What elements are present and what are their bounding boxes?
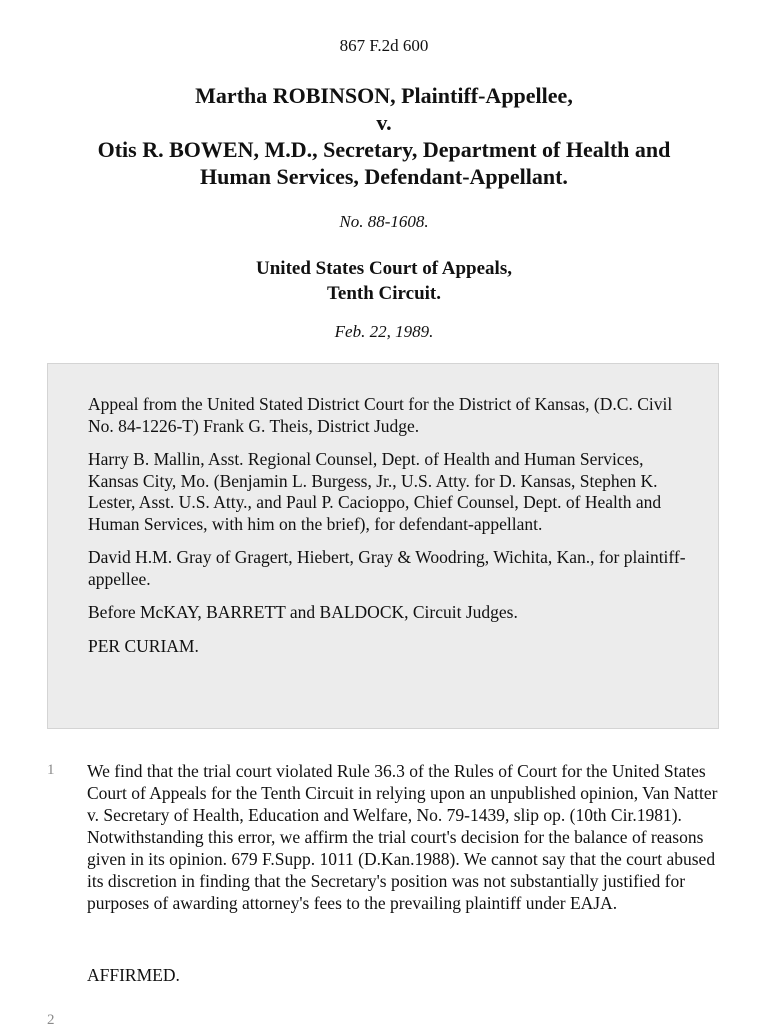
opinion-paragraph-1-text: We find that the trial court violated Rule 36.3 of the Rules of Court for the United States Court of Appeals for the Tenth Circuit in relying upon an unpublished opinion, Van Natter v. Secretary of Health, Education and Welfare, No. 79-1439, slip op. (10th Cir.1981). Notwithstanding this error, we affirm the trial court's decision for the balance of reasons given in its opinion. 679 F.Supp. 1011 (D.Kan.1988). We cannot say that the court abused its discretion in finding that the Secretary's position was not substantially justified for purposes of awarding attorney's fees to the prevailing plaintiff under EAJA. <box>87 761 718 913</box>
panel-text: Before McKAY, BARRETT and BALDOCK, Circuit Judges. <box>88 602 518 622</box>
decision-date: Feb. 22, 1989. <box>334 322 434 341</box>
opinion-paragraph-2-text: AFFIRMED. <box>87 965 180 985</box>
appeal-from-text: Appeal from the United Stated District Court for the District of Kansas, (D.C. Civil No. 84-1226-T) Frank G. Theis, District Judge. <box>88 394 673 436</box>
docket-number: No. 88-1608. <box>339 212 429 231</box>
court-name-line1: United States Court of Appeals, <box>256 258 512 279</box>
caption-defendant-line1: Otis R. BOWEN, M.D., Secretary, Department of Health and <box>97 137 671 162</box>
case-summary-box <box>47 363 719 729</box>
case-caption <box>40 82 728 190</box>
caption-plaintiff: Martha ROBINSON, Plaintiff-Appellee, <box>195 83 573 108</box>
opinion-paragraph-1 <box>87 760 727 914</box>
court-name-line2: Tenth Circuit. <box>326 283 442 304</box>
paragraph-number-1: 1 <box>47 762 55 778</box>
caption-versus: v. <box>376 110 392 135</box>
paragraph-number-2: 2 <box>47 1012 55 1028</box>
appellee-counsel-text: David H.M. Gray of Gragert, Hiebert, Gray & Woodring, Wichita, Kan., for plaintiff-appellee. <box>88 547 686 589</box>
appellant-counsel-text: Harry B. Mallin, Asst. Regional Counsel, Dept. of Health and Human Services, Kansas City, Mo. (Benjamin L. Burgess, Jr., U.S. Atty. for D. Kansas, Stephen K. Lester, Asst. U.S. Atty., and Paul P. Cacioppo, Chief Counsel, Dept. of Health and Human Services, with him on the brief), for defendant-appellant. <box>88 449 662 534</box>
court-name <box>0 256 768 306</box>
caption-defendant-line2: Human Services, Defendant-Appellant. <box>200 164 568 189</box>
case-citation: 867 F.2d 600 <box>339 36 429 55</box>
per-curiam-text: PER CURIAM. <box>88 635 199 656</box>
